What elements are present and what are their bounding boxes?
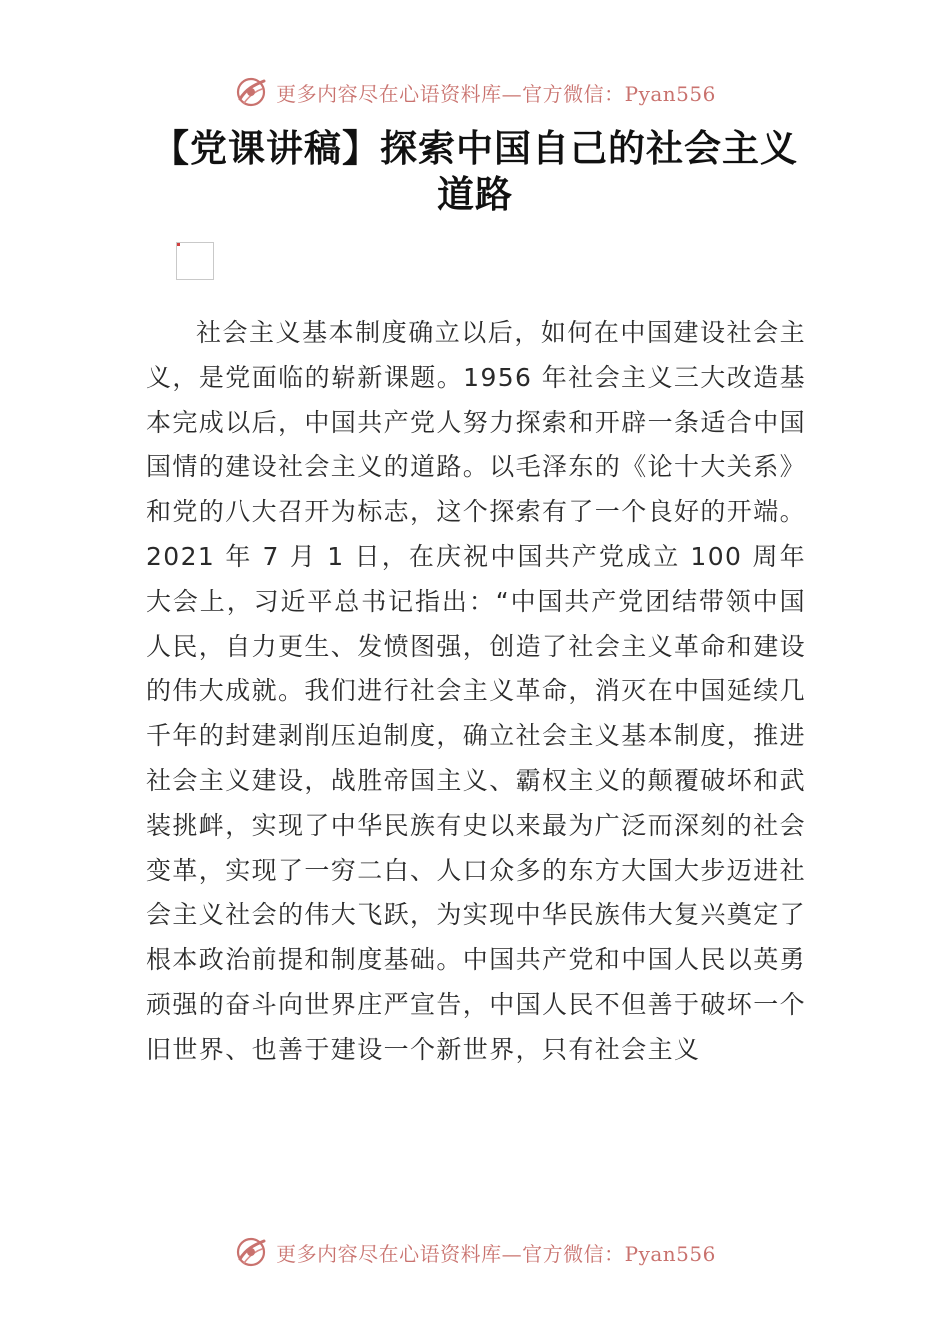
watermark-text: 更多内容尽在心语资料库—官方微信：Pyan556 <box>276 1241 716 1266</box>
document-title: 【党课讲稿】探索中国自己的社会主义道路 <box>152 127 798 216</box>
image-placeholder-icon <box>176 242 214 280</box>
seal-logo-icon <box>234 1235 268 1269</box>
seal-logo-icon <box>234 75 268 109</box>
watermark-text: 更多内容尽在心语资料库—官方微信：Pyan556 <box>276 81 716 106</box>
body-paragraph: 社会主义基本制度确立以后，如何在中国建设社会主义，是党面临的崭新课题。1956 年社会主义三大改造基本完成以后，中国共产党人努力探索和开辟一条适合中国国情的建设社会主义的道路。以毛泽东的《论十大关系》和党的八大召开为标志，这个探索有了一个良好的开端。2021 年 7 月 1 日，在庆祝中国共产党成立 100 周年大会上，习近平总书记指出：“中国共产党团结带领中国人民，自力更生、发愤图强，创造了社会主义革命和建设的伟大成就。我们进行社会主义革命，消灭在中国延续几千年的封建剥削压迫制度，确立社会主义基本制度，推进社会主义建设，战胜帝国主义、霸权主义的颠覆破坏和武装挑衅，实现了中华民族有史以来最为广泛而深刻的社会变革，实现了一穷二白、人口众多的东方大国大步迈进社会主义社会的伟大飞跃，为实现中华民族伟大复兴奠定了根本政治前提和制度基础。中国共产党和中国人民以英勇顽强的奋斗向世界庄严宣告，中国人民不但善于破坏一个旧世界、也善于建设一个新世界，只有社会主义 <box>146 318 807 1064</box>
footer-watermark <box>0 1232 950 1272</box>
header-watermark <box>0 72 950 112</box>
